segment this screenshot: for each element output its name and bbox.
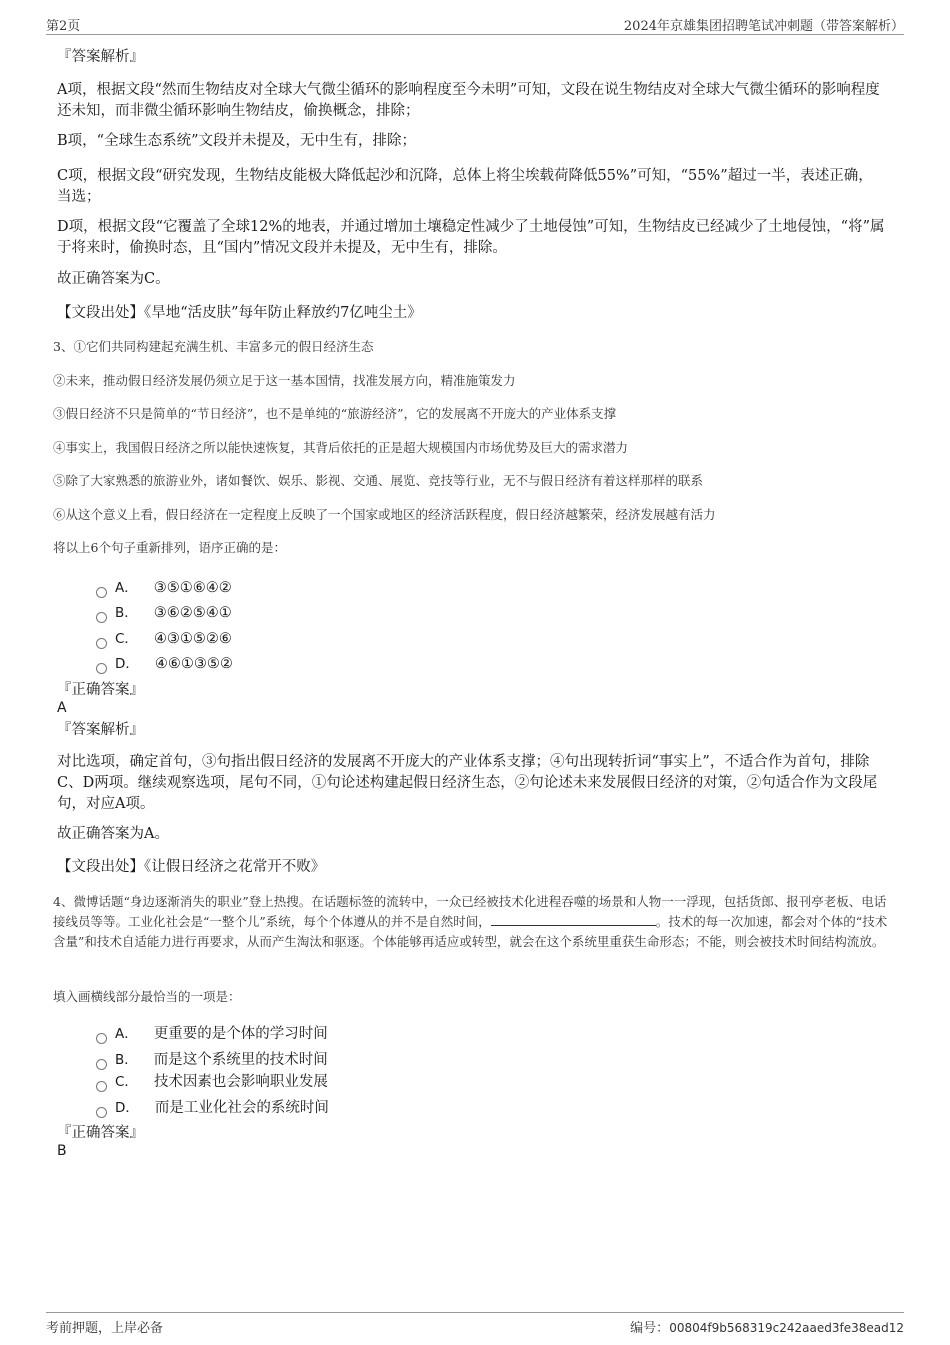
analysis-option-b: B项，“全球生态系统”文段并未提及，无中生有，排除； <box>57 133 416 149</box>
radio-icon[interactable] <box>96 638 107 649</box>
fill-blank <box>491 913 656 926</box>
analysis-body: 对比选项，确定首句，③句指出假日经济的发展离不开庞大的产业体系支撑；④句出现转折词“事实上”，不适合作为首句，排除C、D两项。继续观察选项，尾句不同，①句论述构建起假日经济生态，②句论述未来发展假日经济的对策，②句适合作为文段尾句，对应A项。 <box>57 754 878 812</box>
correct-answer: A <box>57 700 67 716</box>
sentence-2: ②未来，推动假日经济发展仍须立足于这一基本国情，找准发展方向，精准施策发力 <box>53 373 516 388</box>
document-code: 编号：00804f9b568319c242aaed3fe38ead12 <box>630 1321 904 1336</box>
analysis-conclusion: 故正确答案为C。 <box>57 271 170 287</box>
page-header <box>46 12 904 35</box>
page-number: 第2页 <box>46 19 81 34</box>
option-b[interactable]: B． ③⑥②⑤④① <box>96 601 232 621</box>
option-a[interactable]: A． ③⑤①⑥④② <box>96 576 232 596</box>
document-title: 2024年京雄集团招聘笔试冲刺题（带答案解析） <box>623 19 904 34</box>
correct-answer: B <box>57 1143 67 1159</box>
analysis-label: 『答案解析』 <box>57 49 144 65</box>
source-citation: 【文段出处】《旱地“活皮肤”每年防止释放约7亿吨尘土》 <box>57 305 422 321</box>
question-stem: 4、微博话题“身边逐渐消失的职业”登上热搜。在话题标签的流转中，一众已经被技术化进程吞噬的场景和人物一一浮现，包括货郎、报刊亭老板、电话接线员等等。工业化社会是“一整个儿”系统，每个个体遵从的并不是自然时间， 。技术的每一次加速，都会对个体的“技术含量”和技术自适能力进行再要求，从而产生淘汰和驱逐。个体能够再适应或转型，就会在这个系统里重获生命形态；不能，则会被技术时间结构流放。 <box>53 894 888 949</box>
sentence-4: ④事实上，我国假日经济之所以能快速恢复，其背后依托的正是超大规模国内市场优势及巨大的需求潜力 <box>53 440 629 455</box>
answer-label: 『正确答案』 <box>57 1125 144 1141</box>
sentence-3: ③假日经济不只是简单的“节日经济”，也不是单纯的“旅游经济”，它的发展离不开庞大的产业体系支撑 <box>53 406 617 421</box>
radio-icon[interactable] <box>96 1107 107 1118</box>
page-footer <box>46 1312 904 1337</box>
analysis-option-d: D项，根据文段“它覆盖了全球12%的地表，并通过增加土壤稳定性减少了土地侵蚀”可知，生物结皮已经减少了土地侵蚀，“将”属于将来时，偷换时态，且“国内”情况文段并未提及，无中生有，排除。 <box>57 219 885 256</box>
radio-icon[interactable] <box>96 1033 107 1044</box>
question-prompt: 将以上6个句子重新排列，语序正确的是： <box>53 540 286 555</box>
option-b[interactable]: B． 而是这个系统里的技术时间 <box>96 1048 328 1068</box>
sentence-6: ⑥从这个意义上看，假日经济在一定程度上反映了一个国家或地区的经济活跃程度，假日经济越繁荣，经济发展越有活力 <box>53 507 716 522</box>
source-citation: 【文段出处】《让假日经济之花常开不败》 <box>57 859 326 875</box>
radio-icon[interactable] <box>96 663 107 674</box>
footer-slogan: 考前押题，上岸必备 <box>46 1321 164 1336</box>
answer-label: 『正确答案』 <box>57 682 144 698</box>
option-d[interactable]: D． ④⑥①③⑤② <box>96 652 233 672</box>
radio-icon[interactable] <box>96 587 107 598</box>
analysis-option-a: A项，根据文段“然而生物结皮对全球大气微尘循环的影响程度至今未明”可知，文段在说生物结皮对全球大气微尘循环的影响程度还未知，而非微尘循环影响生物结皮，偷换概念，排除； <box>57 82 880 119</box>
radio-icon[interactable] <box>96 1081 107 1092</box>
radio-icon[interactable] <box>96 612 107 623</box>
analysis-conclusion: 故正确答案为A。 <box>57 826 169 842</box>
sentence-1: 3、①它们共同构建起充满生机、丰富多元的假日经济生态 <box>53 339 374 354</box>
option-d[interactable]: D． 而是工业化社会的系统时间 <box>96 1096 329 1116</box>
analysis-option-c: C项，根据文段“研究发现，生物结皮能极大降低起沙和沉降，总体上将尘埃载荷降低55%”可知，“55%”超过一半，表述正确，当选； <box>57 168 873 205</box>
sentence-5: ⑤除了大家熟悉的旅游业外，诸如餐饮、娱乐、影视、交通、展览、竞技等行业，无不与假日经济有着这样那样的联系 <box>53 473 704 488</box>
option-a[interactable]: A． 更重要的是个体的学习时间 <box>96 1022 328 1042</box>
option-c[interactable]: C． 技术因素也会影响职业发展 <box>96 1070 328 1090</box>
radio-icon[interactable] <box>96 1059 107 1070</box>
question-prompt: 填入画横线部分最恰当的一项是： <box>53 989 241 1004</box>
option-c[interactable]: C． ④③①⑤②⑥ <box>96 627 232 647</box>
analysis-label: 『答案解析』 <box>57 722 144 738</box>
